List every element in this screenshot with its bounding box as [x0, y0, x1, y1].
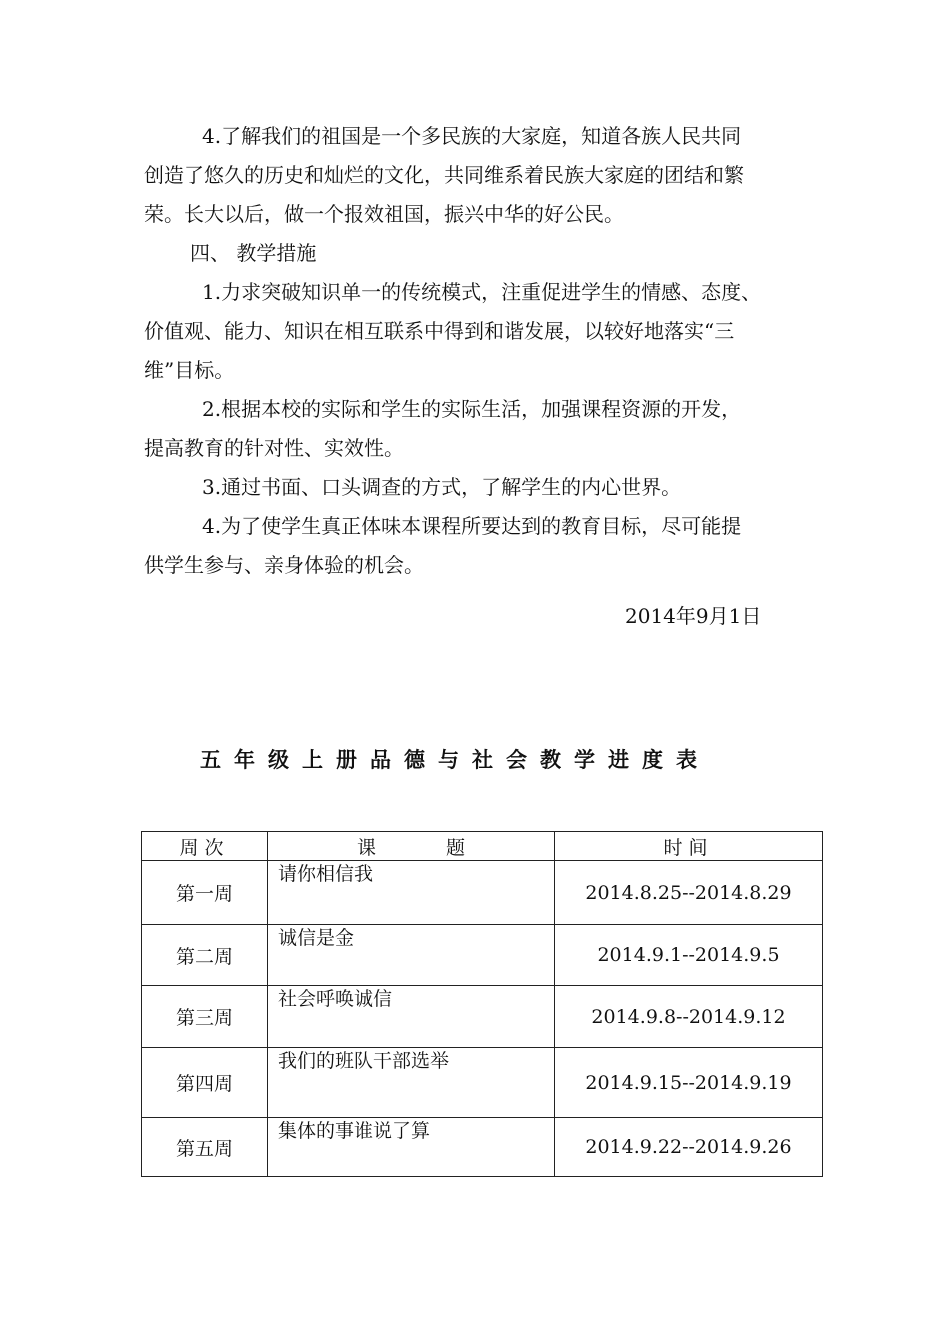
table-row [142, 1048, 823, 1118]
table-row [142, 1118, 823, 1177]
paragraph-line: 4.为了使学生真正体味本课程所要达到的教育目标，尽可能提 [202, 514, 742, 538]
table-row [142, 925, 823, 986]
topic-cell: 集体的事谁说了算 [268, 1118, 555, 1177]
paragraph-line: 维”目标。 [144, 358, 235, 382]
time-cell: 2014.9.22--2014.9.26 [555, 1118, 823, 1177]
topic-cell: 诚信是金 [268, 925, 555, 986]
week-cell: 第四周 [142, 1048, 268, 1118]
topic-cell: 我们的班队干部选举 [268, 1048, 555, 1118]
document-date: 2014年9月1日 [625, 604, 762, 628]
table-row [142, 986, 823, 1048]
paragraph-line: 提高教育的针对性、实效性。 [144, 436, 404, 460]
section-heading: 四、 教学措施 [190, 241, 317, 265]
topic-cell: 社会呼唤诚信 [268, 986, 555, 1048]
table-header-row [142, 832, 823, 861]
table-row [142, 861, 823, 925]
column-header-week: 周次 [142, 832, 268, 861]
paragraph-line: 3.通过书面、口头调查的方式，了解学生的内心世界。 [202, 475, 682, 499]
paragraph-line: 4.了解我们的祖国是一个多民族的大家庭，知道各族人民共同 [202, 124, 742, 148]
paragraph-line: 创造了悠久的历史和灿烂的文化，共同维系着民族大家庭的团结和繁 [144, 163, 744, 187]
paragraph-line: 2.根据本校的实际和学生的实际生活，加强课程资源的开发， [202, 397, 742, 421]
time-cell: 2014.9.1--2014.9.5 [555, 925, 823, 986]
topic-header-left: 课 [356, 836, 376, 859]
topic-header-right: 题 [446, 836, 466, 859]
paragraph-line: 供学生参与、亲身体验的机会。 [144, 553, 424, 577]
time-cell: 2014.8.25--2014.8.29 [555, 861, 823, 925]
topic-cell: 请你相信我 [268, 861, 555, 925]
week-cell: 第二周 [142, 925, 268, 986]
paragraph-line: 荣。长大以后，做一个报效祖国，振兴中华的好公民。 [144, 202, 624, 226]
week-cell: 第三周 [142, 986, 268, 1048]
paragraph-line: 价值观、能力、知识在相互联系中得到和谐发展，以较好地落实“三 [144, 319, 735, 343]
schedule-table [141, 831, 823, 1177]
column-header-topic [268, 832, 555, 861]
paragraph-line: 1.力求突破知识单一的传统模式，注重促进学生的情感、态度、 [202, 280, 762, 304]
schedule-title: 五年级上册品德与社会教学进度表 [200, 748, 710, 772]
week-cell: 第五周 [142, 1118, 268, 1177]
column-header-time: 时间 [555, 832, 823, 861]
time-cell: 2014.9.15--2014.9.19 [555, 1048, 823, 1118]
time-cell: 2014.9.8--2014.9.12 [555, 986, 823, 1048]
week-cell: 第一周 [142, 861, 268, 925]
